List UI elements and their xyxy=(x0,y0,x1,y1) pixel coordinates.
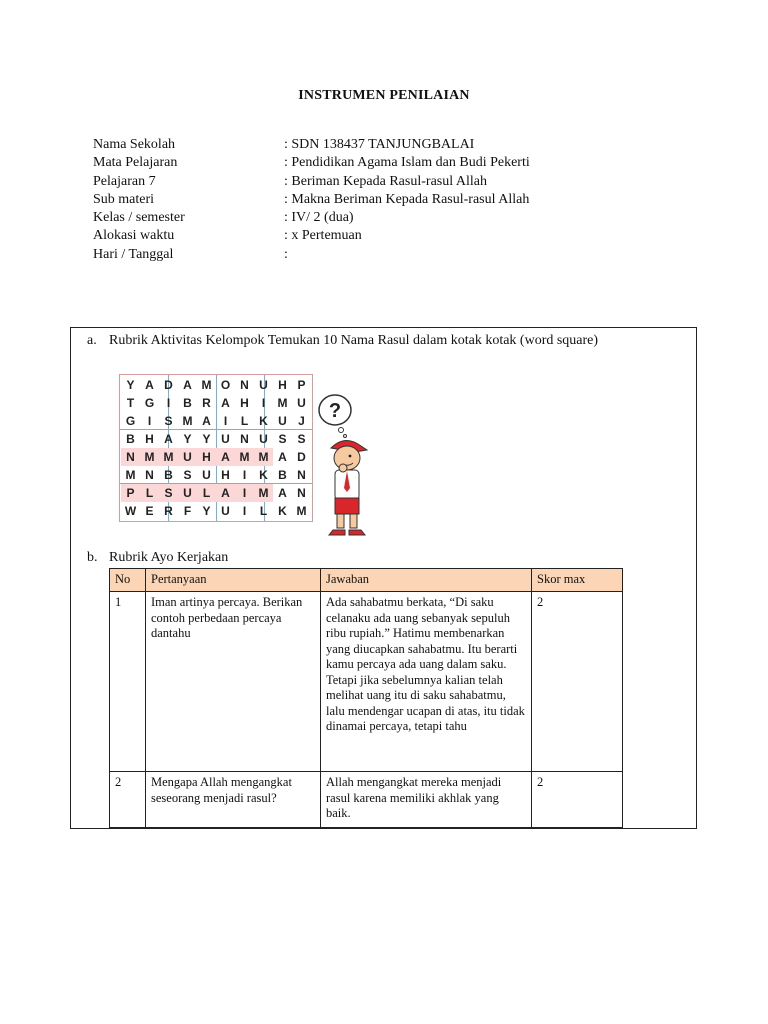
word-square-cell: U xyxy=(221,432,230,446)
word-square-cell: A xyxy=(202,414,211,428)
column-header: Skor max xyxy=(532,569,623,592)
word-square-cell: P xyxy=(297,378,306,392)
word-square-cell: U xyxy=(178,448,197,466)
word-square xyxy=(119,374,313,522)
word-square-cell: I xyxy=(261,396,266,410)
word-square-cell: H xyxy=(197,448,216,466)
word-square-cell: M xyxy=(235,448,254,466)
row-question: Mengapa Allah mengangkat seseorang menjadi rasul? xyxy=(146,772,321,828)
word-square-cell: U xyxy=(202,468,211,482)
info-row-date xyxy=(93,246,530,264)
word-square-cell: E xyxy=(145,504,154,518)
section-letter: a. xyxy=(87,333,97,348)
word-square-cell: Y xyxy=(202,432,211,446)
word-square-cell: S xyxy=(183,468,192,482)
word-square-cell: S xyxy=(164,414,173,428)
info-row-submaterial xyxy=(93,191,530,209)
word-square-cell: A xyxy=(221,396,230,410)
word-square-cell: L xyxy=(197,484,216,502)
word-square-cell: K xyxy=(259,468,268,482)
section-a-title: Rubrik Aktivitas Kelompok Temukan 10 Nama Rasul dalam kotak kotak (word square) xyxy=(109,333,599,348)
word-square-cell: Y xyxy=(183,432,192,446)
word-square-cell: B xyxy=(183,396,192,410)
word-square-cell: I xyxy=(242,504,247,518)
row-question: Iman artinya percaya. Berikan contoh perbedaan percaya dantahu xyxy=(146,592,321,772)
info-value: : Pendidikan Agama Islam dan Budi Pekerti xyxy=(284,155,530,171)
word-square-cell: S xyxy=(159,484,178,502)
word-square-cell: R xyxy=(202,396,211,410)
word-square-cell: J xyxy=(298,414,305,428)
table-row xyxy=(110,772,623,828)
word-square-cell: M xyxy=(125,468,136,482)
word-square-cell: B xyxy=(126,432,135,446)
table-row xyxy=(110,592,623,772)
word-square-cell: B xyxy=(278,468,287,482)
word-square-cell: M xyxy=(296,504,307,518)
word-square-cell: T xyxy=(126,396,135,410)
word-square-cell: L xyxy=(259,504,268,518)
word-square-cell: U xyxy=(259,378,268,392)
word-square-cell: M xyxy=(182,414,193,428)
word-square-cell: A xyxy=(183,378,192,392)
rubric-table xyxy=(109,568,623,828)
word-square-cell: A xyxy=(216,484,235,502)
word-square-cell: L xyxy=(140,484,159,502)
word-square-cell: H xyxy=(278,378,287,392)
word-square-cell: H xyxy=(240,396,249,410)
info-label: Alokasi waktu xyxy=(93,228,175,244)
info-value: : Makna Beriman Kepada Rasul-rasul Allah xyxy=(284,191,530,207)
word-square-cell: O xyxy=(220,378,231,392)
word-square-cell: M xyxy=(159,448,178,466)
info-label: Hari / Tanggal xyxy=(93,246,174,262)
info-row-time xyxy=(93,227,530,245)
row-number: 1 xyxy=(110,592,146,772)
word-square-cell: D xyxy=(164,378,173,392)
column-header: Jawaban xyxy=(321,569,532,592)
info-value: : xyxy=(284,246,288,262)
info-label: Mata Pelajaran xyxy=(93,155,178,171)
word-square-cell: H xyxy=(145,432,154,446)
word-square-cell: F xyxy=(183,504,192,518)
word-square-cell: U xyxy=(297,396,306,410)
info-value: : Beriman Kepada Rasul-rasul Allah xyxy=(284,173,487,189)
word-square-cell: M xyxy=(140,448,159,466)
question-mark: ? xyxy=(328,400,342,422)
info-value: : x Pertemuan xyxy=(284,228,362,244)
identity-info xyxy=(93,136,530,264)
word-square-cell: N xyxy=(145,468,154,482)
word-square-cell: S xyxy=(297,432,306,446)
info-label: Nama Sekolah xyxy=(93,137,176,152)
word-square-cell: U xyxy=(178,484,197,502)
word-square-cell: H xyxy=(221,468,230,482)
word-square-cell: N xyxy=(297,486,306,500)
word-square-cell: A xyxy=(278,450,287,464)
column-header: No xyxy=(110,569,146,592)
word-square-cell: I xyxy=(242,468,247,482)
word-square-cell: G xyxy=(125,414,136,428)
column-header: Pertanyaan xyxy=(146,569,321,592)
word-square-cell: I xyxy=(223,414,228,428)
word-square-cell: A xyxy=(145,378,154,392)
word-square-cell: I xyxy=(235,484,254,502)
word-square-cell: A xyxy=(278,486,287,500)
section-letter: b. xyxy=(87,550,98,565)
info-value: : IV/ 2 (dua) xyxy=(284,210,354,226)
row-number: 2 xyxy=(110,772,146,828)
row-score: 2 xyxy=(532,772,623,828)
thinking-student-illustration xyxy=(315,384,373,538)
word-square-cell: N xyxy=(240,432,249,446)
word-square-cell: K xyxy=(259,414,268,428)
word-square-cell: N xyxy=(121,448,140,466)
word-square-cell: D xyxy=(297,450,306,464)
word-square-cell: Y xyxy=(202,504,211,518)
word-square-cell: U xyxy=(221,504,230,518)
info-row-lesson xyxy=(93,173,530,191)
word-square-cell: M xyxy=(254,448,273,466)
section-b xyxy=(87,550,228,566)
word-square-cell: K xyxy=(278,504,287,518)
word-square-cell: R xyxy=(164,504,173,518)
table-header-row xyxy=(110,569,623,592)
word-square-cell: U xyxy=(278,414,287,428)
word-square-cell: M xyxy=(254,484,273,502)
word-square-cell: M xyxy=(201,378,212,392)
info-value: : SDN 138437 TANJUNGBALAI xyxy=(284,137,475,152)
info-label: Pelajaran 7 xyxy=(93,173,156,189)
word-square-cell: G xyxy=(144,396,155,410)
assessment-box xyxy=(70,327,697,829)
info-label: Sub materi xyxy=(93,191,155,207)
row-answer: Ada sahabatmu berkata, “Di saku celanaku ada uang sebanyak sepuluh ribu rupiah.” Hatimu membenarkan yang diucapkan sahabatmu. Itu berarti kamu percaya ada uang dalam saku. Tetapi jika sebelumnya kalian telah melihat uang itu di saku sahabatmu, lalu mendengar ucapan di atas, itu tidak dinamai percaya, tetapi tahu xyxy=(321,592,532,772)
section-a xyxy=(87,332,667,349)
info-row-subject xyxy=(93,154,530,172)
word-square-cell: N xyxy=(240,378,249,392)
word-square-cell: S xyxy=(278,432,287,446)
word-square-cell: Y xyxy=(126,378,135,392)
row-answer: Allah mengangkat mereka menjadi rasul karena memiliki akhlak yang baik. xyxy=(321,772,532,828)
info-row-class xyxy=(93,209,530,227)
word-square-cell: I xyxy=(166,396,171,410)
word-square-cell: W xyxy=(124,504,137,518)
info-label: Kelas / semester xyxy=(93,210,185,226)
info-row-school xyxy=(93,136,530,154)
row-score: 2 xyxy=(532,592,623,772)
word-square-cell: B xyxy=(164,468,173,482)
word-square-cell: U xyxy=(259,432,268,446)
section-b-title: Rubrik Ayo Kerjakan xyxy=(109,550,229,565)
word-square-cell: I xyxy=(147,414,152,428)
word-square-cell: P xyxy=(121,484,140,502)
word-square-cell: A xyxy=(164,432,173,446)
word-square-cell: M xyxy=(277,396,288,410)
word-square-cell: L xyxy=(240,414,249,428)
word-square-cell: A xyxy=(216,448,235,466)
page-title: INSTRUMEN PENILAIAN xyxy=(298,88,470,103)
word-square-cell: N xyxy=(297,468,306,482)
